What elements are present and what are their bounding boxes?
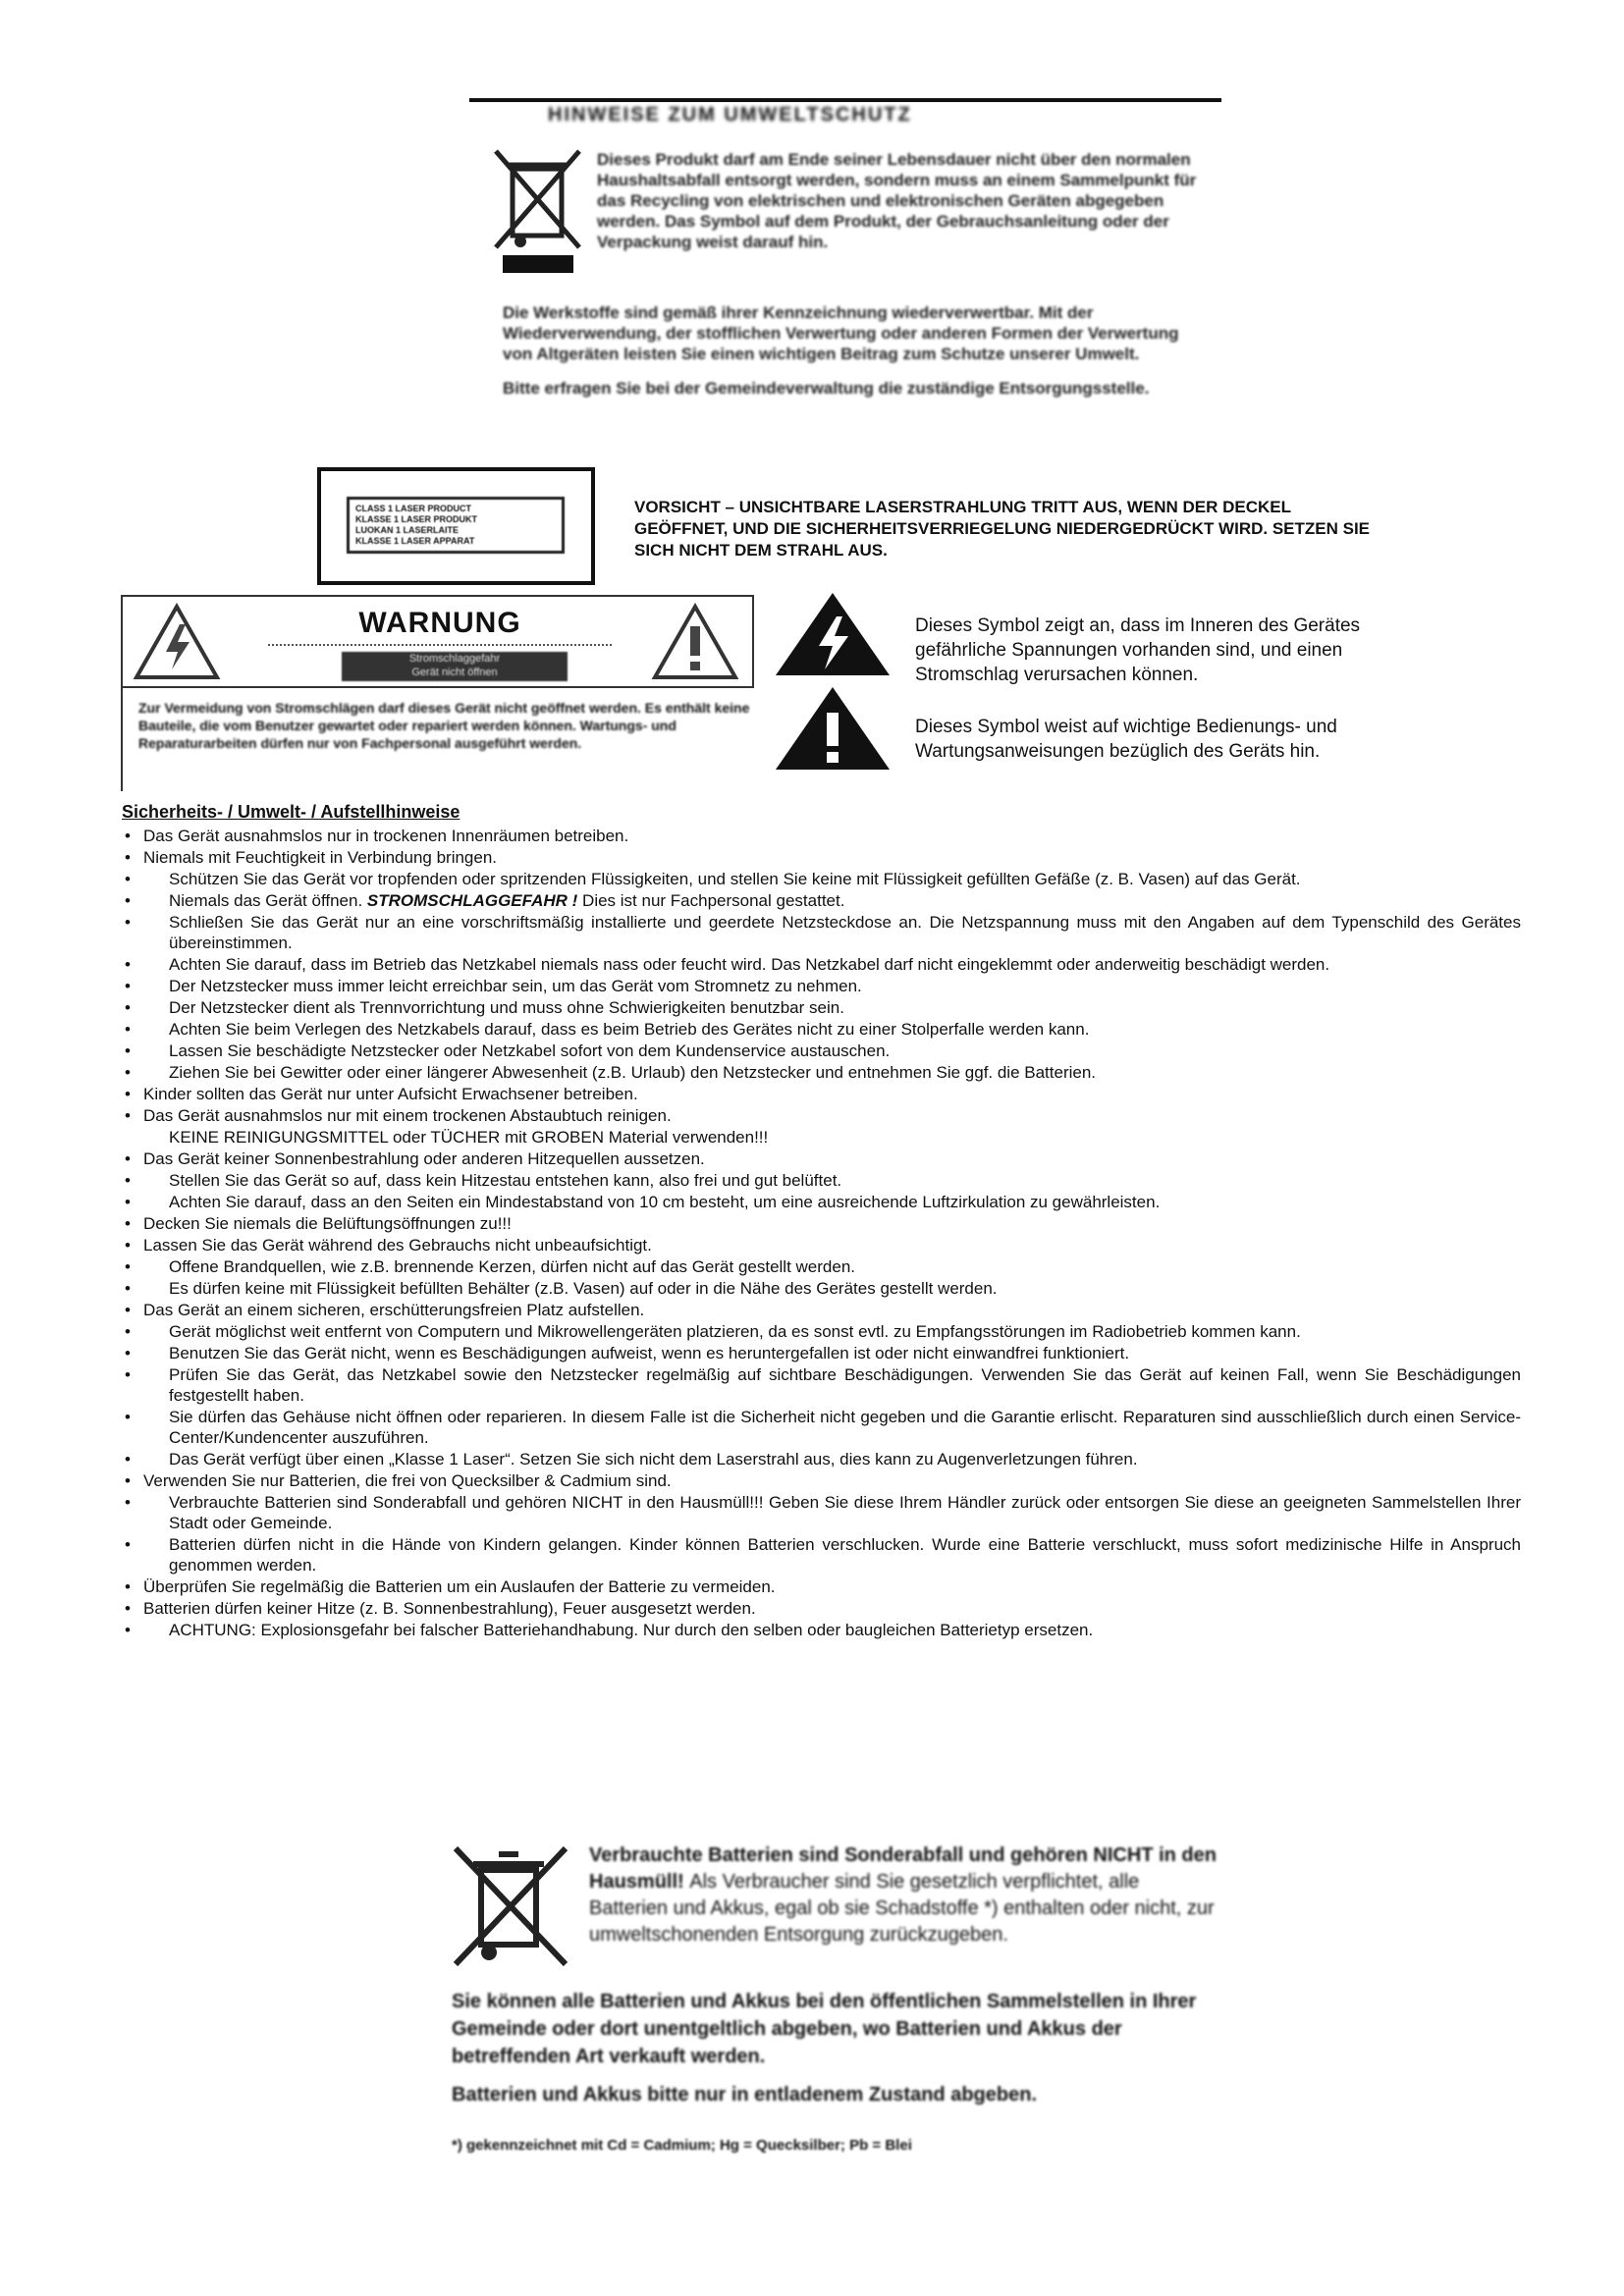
list-item: [122, 1170, 1521, 1191]
list-item: [122, 1620, 1521, 1640]
battery-bold-lead: Verbrauchte Batterien sind Sonderabfall und gehören NICHT in den Hausmüll!: [589, 1844, 1217, 1893]
warnung-title: WARNUNG: [358, 607, 521, 639]
list-item-text: Es dürfen keine mit Flüssigkeit befüllten Behälter (z.B. Vasen) auf oder in die Nähe des Gerätes gestellt werden.: [169, 1279, 998, 1298]
battery-paragraph-3: Batterien und Akkus bitte nur in entladenem Zustand abgeben.: [452, 2084, 1037, 2106]
list-item-text: ACHTUNG: Explosionsgefahr bei falscher Batteriehandhabung. Nur durch den selben oder baugleichen Batterietyp ersetzen.: [169, 1621, 1094, 1639]
laser-label-line: KLASSE 1 LASER PRODUKT: [355, 514, 478, 524]
list-item: [122, 997, 1521, 1018]
list-item: [122, 1364, 1521, 1406]
list-item: [122, 826, 1521, 846]
list-item-text: KEINE REINIGUNGSMITTEL oder TÜCHER mit GROBEN Material verwenden!!!: [169, 1128, 769, 1147]
list-item-text: Lassen Sie beschädigte Netzstecker oder Netzkabel sofort von dem Kundenservice austauschen.: [169, 1041, 891, 1060]
list-item: [122, 1343, 1521, 1363]
list-item-text: Schützen Sie das Gerät vor tropfenden oder spritzenden Flüssigkeiten, und stellen Sie keine mit Flüssigkeit gefüllten Gefäße (z. B. Vasen) auf das Gerät.: [169, 870, 1301, 888]
list-item: [122, 1598, 1521, 1619]
list-item-text: Das Gerät verfügt über einen „Klasse 1 Laser“. Setzen Sie sich nicht dem Laserstrahl aus, dies kann zu Augenverletzungen führen.: [169, 1450, 1138, 1468]
list-item: [122, 1449, 1521, 1469]
list-item: [122, 1105, 1521, 1126]
list-item: [122, 1127, 1521, 1148]
list-item: [122, 1576, 1521, 1597]
disposal-paragraph-2: Die Werkstoffe sind gemäß ihrer Kennzeichnung wiederverwertbar. Mit der Wiederverwendung, der stofflichen Verwertung oder anderen Formen der Verwertung von Altgeräten leisten Sie einen wichtigen Beitrag zum Schutze unserer Umwelt. Bitte erfragen Sie bei der Gemeindeverwaltung die zuständige Entsorgungsstelle.: [503, 303, 1179, 398]
disposal-heading: HINWEISE ZUM UMWELTSCHUTZ: [548, 104, 912, 126]
exclamation-triangle-icon: [774, 685, 892, 772]
list-item-text: Verbrauchte Batterien sind Sonderabfall und gehören NICHT in den Hausmüll!!! Geben Sie diese Ihrem Händler zurück oder entsorgen Sie diese an geeigneten Sammelstellen Ihrer Stadt oder Gemeinde.: [169, 1493, 1521, 1532]
laser-label-inner: [347, 497, 565, 554]
dotted-divider: [268, 644, 612, 646]
list-item: [122, 954, 1521, 975]
divider-line: [469, 98, 1221, 102]
list-item-text: Benutzen Sie das Gerät nicht, wenn es Beschädigungen aufweist, wenn es heruntergefallen ist oder nicht einwandfrei funktioniert.: [169, 1344, 1130, 1362]
list-item: [122, 1492, 1521, 1533]
exclamation-symbol-text: Dieses Symbol weist auf wichtige Bedienungs- und Wartungsanweisungen bezüglich des Geräts hin.: [915, 717, 1337, 762]
list-item: [122, 1235, 1521, 1255]
list-item-text: Lassen Sie das Gerät während des Gebrauchs nicht unbeaufsichtigt.: [143, 1236, 652, 1255]
list-item-text: Niemals mit Feuchtigkeit in Verbindung bringen.: [143, 848, 498, 867]
list-item-text: Stellen Sie das Gerät so auf, dass kein Hitzestau entstehen kann, also frei und gut belüftet.: [169, 1171, 842, 1190]
safety-heading: Sicherheits- / Umwelt- / Aufstellhinweise: [122, 802, 460, 822]
laser-warning-text: VORSICHT – UNSICHTBARE LASERSTRAHLUNG TRITT AUS, WENN DER DECKEL GEÖFFNET, UND DIE SICHERHEITSVERRIEGELUNG NIEDERGEDRÜCKT WIRD. SETZEN SIE SICH NICHT DEM STRAHL AUS.: [634, 498, 1371, 560]
disposal-paragraph-1: Dieses Produkt darf am Ende seiner Lebensdauer nicht über den normalen Haushaltsabfall entsorgt werden, sondern muss an einem Sammelpunkt für das Recycling von elektrischen und elektronischen Geräten abgegeben werden. Das Symbol auf dem Produkt, der Gebrauchsanleitung oder der Verpackung weist darauf hin.: [597, 150, 1197, 251]
list-item: [122, 1019, 1521, 1040]
list-item: [122, 1062, 1521, 1083]
laser-label-line: LUOKAN 1 LASERLAITE: [355, 525, 460, 535]
safety-list: [122, 826, 1521, 1640]
laser-label-line: KLASSE 1 LASER APPARAT: [355, 536, 475, 546]
disposal-notice: [469, 98, 1221, 461]
list-item-text: Achten Sie darauf, dass an den Seiten ein Mindestabstand von 10 cm besteht, um eine ausreichende Luftzirkulation zu gewährleisten.: [169, 1193, 1161, 1211]
list-item: [122, 1192, 1521, 1212]
list-item-text: Verwenden Sie nur Batterien, die frei von Quecksilber & Cadmium sind.: [143, 1471, 672, 1490]
list-item: [122, 1534, 1521, 1575]
list-item: [122, 1148, 1521, 1169]
list-item-text: Niemals das Gerät öffnen.: [169, 891, 363, 910]
crossed-bin-icon: [491, 139, 584, 277]
safety-section: [122, 800, 1521, 1641]
list-item: [122, 976, 1521, 996]
warnung-subtitle-2: Gerät nicht öffnen: [411, 667, 498, 678]
battery-paragraph-1: [589, 1842, 1218, 1949]
list-item-text: Das Gerät keiner Sonnenbestrahlung oder anderen Hitzequellen aussetzen.: [143, 1149, 705, 1168]
warnung-text: Zur Vermeidung von Stromschlägen darf dieses Gerät nicht geöffnet werden. Es enthält keine Bauteile, die vom Benutzer gewartet oder repariert werden können. Wartungs- und Reparaturarbeiten dürfen nur von Fachpersonal ausgeführt werden.: [138, 700, 750, 751]
laser-label-line: CLASS 1 LASER PRODUCT: [355, 504, 472, 513]
battery-notice: [442, 1841, 1227, 2194]
list-item-text: Gerät möglichst weit entfernt von Computern und Mikrowellengeräten platzieren, da es sonst evtl. zu Empfangsstörungen im Radiobetrieb kommen kann.: [169, 1322, 1301, 1341]
warnung-panel: [121, 595, 754, 791]
list-item-text-after: Dies ist nur Fachpersonal gestattet.: [577, 891, 845, 910]
crossed-bin-icon: [448, 1842, 575, 1980]
list-item-text: Sie dürfen das Gehäuse nicht öffnen oder reparieren. In diesem Falle ist die Sicherheit nicht gegeben und die Garantie erlischt. Reparaturen sind ausschließlich durch einen Service-Center/Kundencenter auszuführen.: [169, 1408, 1521, 1447]
list-item: [122, 890, 1521, 911]
warnung-subtitle-box: [342, 652, 568, 681]
list-item-text: Überprüfen Sie regelmäßig die Batterien um ein Auslaufen der Batterie zu vermeiden.: [143, 1577, 776, 1596]
list-item-text: Achten Sie beim Verlegen des Netzkabels darauf, dass es beim Betrieb des Gerätes nicht zu einer Stolperfalle werden kann.: [169, 1020, 1090, 1039]
battery-footnote: *) gekennzeichnet mit Cd = Cadmium; Hg = Quecksilber; Pb = Blei: [452, 2137, 912, 2154]
list-item: [122, 1321, 1521, 1342]
list-item: [122, 1300, 1521, 1320]
list-item: [122, 1041, 1521, 1061]
list-item: [122, 1213, 1521, 1234]
list-item-text: Schließen Sie das Gerät nur an eine vorschriftsmäßig installierte und geerdete Netzsteckdose an. Die Netzspannung muss mit den Angaben auf dem Typenschild des Gerätes übereinstimmen.: [169, 913, 1521, 952]
list-item-text: Batterien dürfen nicht in die Hände von Kindern gelangen. Kinder können Batterien verschlucken. Wurde eine Batterie verschluckt, muss sofort medizinische Hilfe in Anspruch genommen werden.: [169, 1535, 1521, 1575]
list-item-text: Ziehen Sie bei Gewitter oder einer längerer Abwesenheit (z.B. Urlaub) den Netzstecker und entnehmen Sie ggf. die Batterien.: [169, 1063, 1097, 1082]
lightning-triangle-icon: [774, 591, 892, 677]
laser-product-label: [317, 467, 595, 585]
list-item-text: Offene Brandquellen, wie z.B. brennende Kerzen, dürfen nicht auf das Gerät gestellt werden.: [169, 1257, 856, 1276]
lightning-symbol-text: Dieses Symbol zeigt an, dass im Inneren des Gerätes gefährliche Spannungen vorhanden sind, und einen Stromschlag verursachen können.: [915, 615, 1361, 685]
lightning-warning-icon: [133, 603, 221, 681]
list-item-text: Das Gerät ausnahmslos nur mit einem trockenen Abstaubtuch reinigen.: [143, 1106, 672, 1125]
list-item-text: Prüfen Sie das Gerät, das Netzkabel sowie den Netzstecker regelmäßig auf sichtbare Beschädigungen. Verwenden Sie das Gerät auf keinen Fall, wenn Sie Beschädigungen festgestellt haben.: [169, 1365, 1521, 1405]
list-item: [122, 847, 1521, 868]
exclamation-warning-icon: [651, 603, 739, 681]
list-item: [122, 869, 1521, 889]
list-item: [122, 1470, 1521, 1491]
list-item-text: Decken Sie niemals die Belüftungsöffnungen zu!!!: [143, 1214, 512, 1233]
battery-paragraph-2: Sie können alle Batterien und Akkus bei den öffentlichen Sammelstellen in Ihrer Gemeinde oder dort unentgeltlich abgeben, wo Batterien und Akkus der betreffenden Art verkauft werden.: [452, 1991, 1197, 2067]
list-item-text: Der Netzstecker dient als Trennvorrichtung und muss ohne Schwierigkeiten benutzbar sein.: [169, 998, 844, 1017]
list-item-text: Achten Sie darauf, dass im Betrieb das Netzkabel niemals nass oder feucht wird. Das Netzkabel darf nicht eingeklemmt oder anderweitig beschädigt werden.: [169, 955, 1330, 974]
list-item: [122, 912, 1521, 953]
list-item-text: Kinder sollten das Gerät nur unter Aufsicht Erwachsener betreiben.: [143, 1085, 638, 1103]
warnung-border: [121, 688, 123, 791]
list-item: [122, 1084, 1521, 1104]
danger-label: STROMSCHLAGGEFAHR !: [366, 891, 578, 910]
list-item: [122, 1407, 1521, 1448]
list-item-text: Batterien dürfen keiner Hitze (z. B. Sonnenbestrahlung), Feuer ausgesetzt werden.: [143, 1599, 756, 1618]
list-item-text: Der Netzstecker muss immer leicht erreichbar sein, um das Gerät vom Stromnetz zu nehmen.: [169, 977, 862, 995]
list-item-text: Das Gerät an einem sicheren, erschütterungsfreien Platz aufstellen.: [143, 1301, 645, 1319]
warnung-subtitle-1: Stromschlaggefahr: [408, 653, 501, 665]
list-item: [122, 1256, 1521, 1277]
list-item-text: Das Gerät ausnahmslos nur in trockenen Innenräumen betreiben.: [143, 827, 629, 845]
list-item: [122, 1278, 1521, 1299]
battery-rest: Als Verbraucher sind Sie gesetzlich verpflichtet, alle Batterien und Akkus, egal ob sie Schadstoffe *) enthalten oder nicht, zur umweltschonenden Entsorgung zurückzugeben.: [589, 1871, 1215, 1946]
